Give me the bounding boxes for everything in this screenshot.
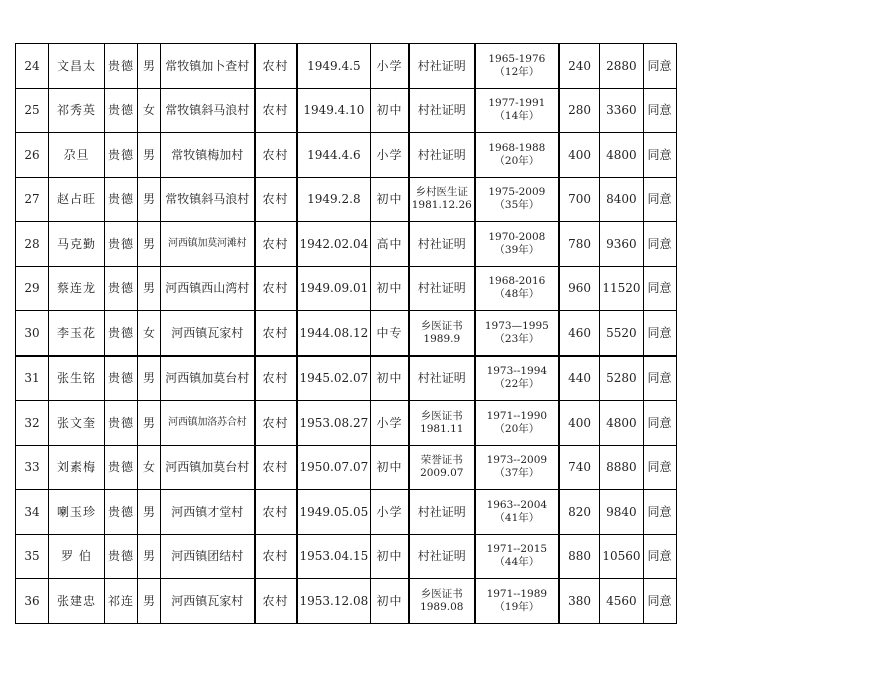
county-cell: 贵德 bbox=[105, 356, 138, 401]
table-row bbox=[16, 401, 677, 446]
certificate-cell: 村社证明 bbox=[409, 133, 475, 178]
education-cell: 高中 bbox=[371, 222, 409, 267]
birth-date-cell: 1953.08.27 bbox=[297, 401, 371, 446]
birth-date-cell: 1949.05.05 bbox=[297, 490, 371, 535]
amount-cell: 4800 bbox=[600, 133, 643, 178]
service-period-cell: 1973--1994 （22年） bbox=[475, 356, 559, 401]
service-period-cell: 1971--2015 （44年） bbox=[475, 534, 559, 579]
name-cell: 祁秀英 bbox=[49, 88, 105, 133]
table-row bbox=[16, 266, 677, 311]
table-row bbox=[16, 311, 677, 356]
row-number-cell: 33 bbox=[16, 445, 49, 490]
gender-cell: 男 bbox=[138, 490, 161, 535]
gender-cell: 男 bbox=[138, 177, 161, 222]
table-row bbox=[16, 44, 677, 89]
address-cell: 河西镇团结村 bbox=[161, 534, 255, 579]
opinion-cell: 同意 bbox=[643, 356, 676, 401]
days-cell: 280 bbox=[559, 88, 600, 133]
amount-cell: 8400 bbox=[600, 177, 643, 222]
birth-date-cell: 1949.09.01 bbox=[297, 266, 371, 311]
row-number-cell: 27 bbox=[16, 177, 49, 222]
opinion-cell: 同意 bbox=[643, 490, 676, 535]
days-cell: 820 bbox=[559, 490, 600, 535]
education-cell: 初中 bbox=[371, 88, 409, 133]
certificate-cell: 村社证明 bbox=[409, 222, 475, 267]
days-cell: 400 bbox=[559, 401, 600, 446]
certificate-cell: 乡村医生证 1981.12.26 bbox=[409, 177, 475, 222]
name-cell: 刘素梅 bbox=[49, 445, 105, 490]
amount-cell: 9360 bbox=[600, 222, 643, 267]
days-cell: 400 bbox=[559, 133, 600, 178]
name-cell: 尕旦 bbox=[49, 133, 105, 178]
county-cell: 贵德 bbox=[105, 534, 138, 579]
name-cell: 蔡连龙 bbox=[49, 266, 105, 311]
gender-cell: 男 bbox=[138, 133, 161, 178]
county-cell: 贵德 bbox=[105, 490, 138, 535]
service-period-cell: 1977-1991 （14年） bbox=[475, 88, 559, 133]
gender-cell: 男 bbox=[138, 401, 161, 446]
opinion-cell: 同意 bbox=[643, 401, 676, 446]
county-cell: 祁连 bbox=[105, 579, 138, 624]
service-period-cell: 1973—1995 （23年） bbox=[475, 311, 559, 356]
gender-cell: 男 bbox=[138, 534, 161, 579]
address-cell: 常牧镇加卜查村 bbox=[161, 44, 255, 89]
name-cell: 张生铭 bbox=[49, 356, 105, 401]
service-period-cell: 1971--1990 （20年） bbox=[475, 401, 559, 446]
birth-date-cell: 1950.07.07 bbox=[297, 445, 371, 490]
row-number-cell: 34 bbox=[16, 490, 49, 535]
education-cell: 初中 bbox=[371, 534, 409, 579]
table-body bbox=[16, 44, 677, 624]
certificate-cell: 乡医证书 1989.08 bbox=[409, 579, 475, 624]
certificate-cell: 荣誉证书 2009.07 bbox=[409, 445, 475, 490]
birth-date-cell: 1944.08.12 bbox=[297, 311, 371, 356]
household-type-cell: 农村 bbox=[255, 44, 297, 89]
birth-date-cell: 1944.4.6 bbox=[297, 133, 371, 178]
gender-cell: 男 bbox=[138, 44, 161, 89]
days-cell: 740 bbox=[559, 445, 600, 490]
name-cell: 张文奎 bbox=[49, 401, 105, 446]
county-cell: 贵德 bbox=[105, 44, 138, 89]
county-cell: 贵德 bbox=[105, 445, 138, 490]
address-cell: 河西镇加莫台村 bbox=[161, 356, 255, 401]
table-row bbox=[16, 88, 677, 133]
household-type-cell: 农村 bbox=[255, 534, 297, 579]
household-type-cell: 农村 bbox=[255, 401, 297, 446]
opinion-cell: 同意 bbox=[643, 222, 676, 267]
service-period-cell: 1963--2004 （41年） bbox=[475, 490, 559, 535]
name-cell: 赵占旺 bbox=[49, 177, 105, 222]
household-type-cell: 农村 bbox=[255, 356, 297, 401]
education-cell: 小学 bbox=[371, 401, 409, 446]
amount-cell: 11520 bbox=[600, 266, 643, 311]
row-number-cell: 28 bbox=[16, 222, 49, 267]
opinion-cell: 同意 bbox=[643, 177, 676, 222]
gender-cell: 女 bbox=[138, 88, 161, 133]
household-type-cell: 农村 bbox=[255, 579, 297, 624]
household-type-cell: 农村 bbox=[255, 222, 297, 267]
gender-cell: 男 bbox=[138, 356, 161, 401]
table-row bbox=[16, 490, 677, 535]
service-period-cell: 1975-2009 （35年） bbox=[475, 177, 559, 222]
row-number-cell: 26 bbox=[16, 133, 49, 178]
household-type-cell: 农村 bbox=[255, 266, 297, 311]
certificate-cell: 村社证明 bbox=[409, 356, 475, 401]
county-cell: 贵德 bbox=[105, 133, 138, 178]
amount-cell: 4560 bbox=[600, 579, 643, 624]
gender-cell: 女 bbox=[138, 445, 161, 490]
certificate-cell: 村社证明 bbox=[409, 534, 475, 579]
certificate-cell: 村社证明 bbox=[409, 88, 475, 133]
gender-cell: 男 bbox=[138, 266, 161, 311]
birth-date-cell: 1953.04.15 bbox=[297, 534, 371, 579]
name-cell: 马克勤 bbox=[49, 222, 105, 267]
name-cell: 喇玉珍 bbox=[49, 490, 105, 535]
certificate-cell: 乡医证书 1989.9 bbox=[409, 311, 475, 356]
name-cell: 文昌太 bbox=[49, 44, 105, 89]
days-cell: 380 bbox=[559, 579, 600, 624]
address-cell: 河西镇加洛苏合村 bbox=[161, 401, 255, 446]
birth-date-cell: 1942.02.04 bbox=[297, 222, 371, 267]
service-period-cell: 1971--1989 （19年） bbox=[475, 579, 559, 624]
row-number-cell: 31 bbox=[16, 356, 49, 401]
birth-date-cell: 1949.4.10 bbox=[297, 88, 371, 133]
opinion-cell: 同意 bbox=[643, 311, 676, 356]
records-table bbox=[15, 43, 677, 624]
certificate-cell: 村社证明 bbox=[409, 44, 475, 89]
county-cell: 贵德 bbox=[105, 311, 138, 356]
table-row bbox=[16, 177, 677, 222]
gender-cell: 男 bbox=[138, 579, 161, 624]
table-row bbox=[16, 445, 677, 490]
opinion-cell: 同意 bbox=[643, 534, 676, 579]
address-cell: 河西镇加莫台村 bbox=[161, 445, 255, 490]
name-cell: 罗 伯 bbox=[49, 534, 105, 579]
amount-cell: 4800 bbox=[600, 401, 643, 446]
address-cell: 常牧镇斜马浪村 bbox=[161, 88, 255, 133]
amount-cell: 3360 bbox=[600, 88, 643, 133]
table-row bbox=[16, 579, 677, 624]
education-cell: 初中 bbox=[371, 445, 409, 490]
address-cell: 河西镇加莫河滩村 bbox=[161, 222, 255, 267]
birth-date-cell: 1949.4.5 bbox=[297, 44, 371, 89]
amount-cell: 5280 bbox=[600, 356, 643, 401]
household-type-cell: 农村 bbox=[255, 311, 297, 356]
days-cell: 240 bbox=[559, 44, 600, 89]
amount-cell: 10560 bbox=[600, 534, 643, 579]
household-type-cell: 农村 bbox=[255, 177, 297, 222]
county-cell: 贵德 bbox=[105, 177, 138, 222]
address-cell: 河西镇才堂村 bbox=[161, 490, 255, 535]
days-cell: 880 bbox=[559, 534, 600, 579]
amount-cell: 5520 bbox=[600, 311, 643, 356]
days-cell: 460 bbox=[559, 311, 600, 356]
row-number-cell: 24 bbox=[16, 44, 49, 89]
county-cell: 贵德 bbox=[105, 401, 138, 446]
opinion-cell: 同意 bbox=[643, 445, 676, 490]
row-number-cell: 35 bbox=[16, 534, 49, 579]
amount-cell: 8880 bbox=[600, 445, 643, 490]
education-cell: 小学 bbox=[371, 133, 409, 178]
opinion-cell: 同意 bbox=[643, 44, 676, 89]
certificate-cell: 乡医证书 1981.11 bbox=[409, 401, 475, 446]
education-cell: 初中 bbox=[371, 356, 409, 401]
row-number-cell: 32 bbox=[16, 401, 49, 446]
gender-cell: 女 bbox=[138, 311, 161, 356]
birth-date-cell: 1953.12.08 bbox=[297, 579, 371, 624]
household-type-cell: 农村 bbox=[255, 88, 297, 133]
row-number-cell: 29 bbox=[16, 266, 49, 311]
county-cell: 贵德 bbox=[105, 222, 138, 267]
county-cell: 贵德 bbox=[105, 88, 138, 133]
county-cell: 贵德 bbox=[105, 266, 138, 311]
opinion-cell: 同意 bbox=[643, 88, 676, 133]
service-period-cell: 1970-2008 （39年） bbox=[475, 222, 559, 267]
service-period-cell: 1965-1976 （12年） bbox=[475, 44, 559, 89]
days-cell: 960 bbox=[559, 266, 600, 311]
table-row bbox=[16, 534, 677, 579]
education-cell: 中专 bbox=[371, 311, 409, 356]
opinion-cell: 同意 bbox=[643, 133, 676, 178]
household-type-cell: 农村 bbox=[255, 133, 297, 178]
education-cell: 小学 bbox=[371, 490, 409, 535]
certificate-cell: 村社证明 bbox=[409, 490, 475, 535]
row-number-cell: 30 bbox=[16, 311, 49, 356]
service-period-cell: 1968-1988 （20年） bbox=[475, 133, 559, 178]
education-cell: 初中 bbox=[371, 579, 409, 624]
days-cell: 780 bbox=[559, 222, 600, 267]
address-cell: 河西镇瓦家村 bbox=[161, 579, 255, 624]
education-cell: 小学 bbox=[371, 44, 409, 89]
household-type-cell: 农村 bbox=[255, 445, 297, 490]
table-row bbox=[16, 356, 677, 401]
service-period-cell: 1973--2009 （37年） bbox=[475, 445, 559, 490]
name-cell: 李玉花 bbox=[49, 311, 105, 356]
birth-date-cell: 1945.02.07 bbox=[297, 356, 371, 401]
address-cell: 河西镇瓦家村 bbox=[161, 311, 255, 356]
opinion-cell: 同意 bbox=[643, 266, 676, 311]
table-row bbox=[16, 222, 677, 267]
education-cell: 初中 bbox=[371, 266, 409, 311]
service-period-cell: 1968-2016（48年） bbox=[475, 266, 559, 311]
certificate-cell: 村社证明 bbox=[409, 266, 475, 311]
opinion-cell: 同意 bbox=[643, 579, 676, 624]
birth-date-cell: 1949.2.8 bbox=[297, 177, 371, 222]
row-number-cell: 36 bbox=[16, 579, 49, 624]
address-cell: 常牧镇梅加村 bbox=[161, 133, 255, 178]
household-type-cell: 农村 bbox=[255, 490, 297, 535]
amount-cell: 2880 bbox=[600, 44, 643, 89]
gender-cell: 男 bbox=[138, 222, 161, 267]
table-row bbox=[16, 133, 677, 178]
days-cell: 440 bbox=[559, 356, 600, 401]
row-number-cell: 25 bbox=[16, 88, 49, 133]
name-cell: 张建忠 bbox=[49, 579, 105, 624]
address-cell: 常牧镇斜马浪村 bbox=[161, 177, 255, 222]
address-cell: 河西镇西山湾村 bbox=[161, 266, 255, 311]
amount-cell: 9840 bbox=[600, 490, 643, 535]
days-cell: 700 bbox=[559, 177, 600, 222]
education-cell: 初中 bbox=[371, 177, 409, 222]
